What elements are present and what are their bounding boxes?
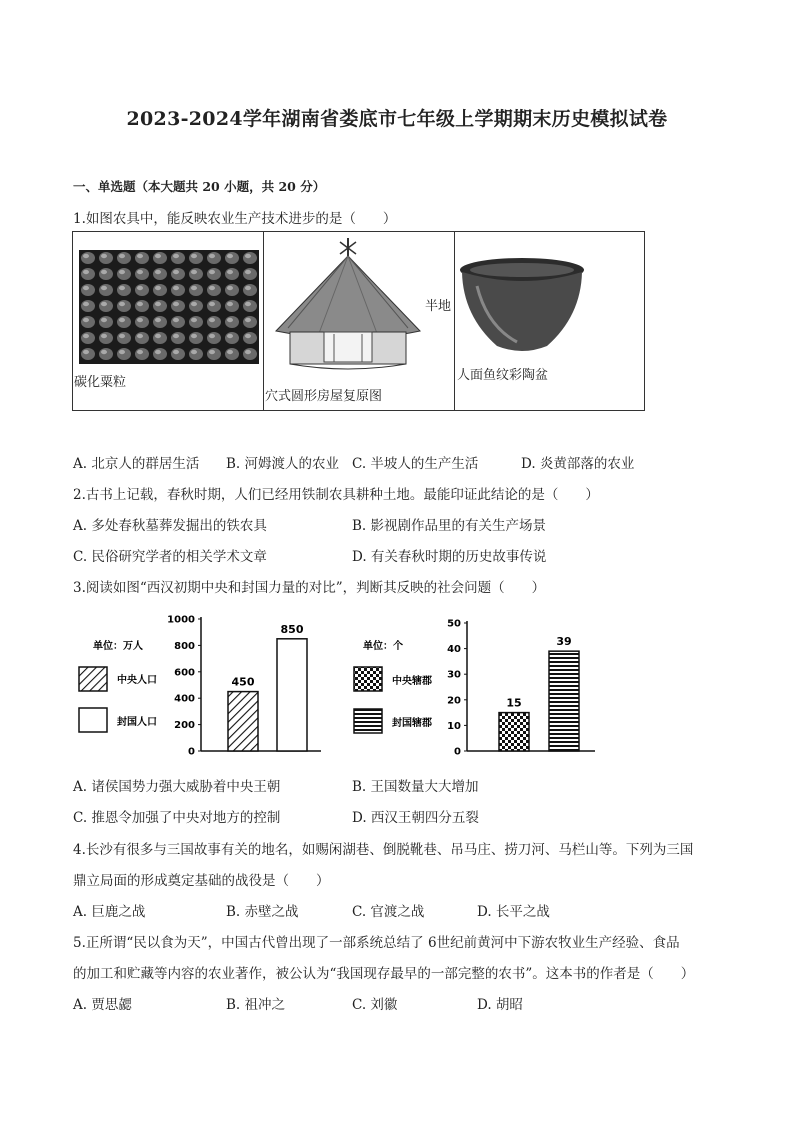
chart2-ytick: 30 [447,669,461,681]
chart1-legend-swatch-1 [79,708,107,732]
caption-semi: 半地 [425,299,452,314]
chart2-ytick: 0 [454,746,461,758]
chart2-bar [549,651,579,751]
section-heading: 一、单选题（本大题共 20 小题，共 20 分） [73,179,326,194]
caption-pottery: 人面鱼纹彩陶盆 [457,368,549,383]
chart2-legend-swatch-0 [354,667,382,691]
image-cell-pottery [455,232,644,410]
chart2-bar [499,713,529,751]
q3-charts [73,605,613,765]
chart2-data-label: 15 [506,696,522,710]
question-3-stem: 3.阅读如图“西汉初期中央和封国力量的对比”，判断其反映的社会问题（ ） [73,580,546,596]
chart1-data-label: 850 [280,622,304,636]
question-4-stem-line1: 4.长沙有很多与三国故事有关的地名，如赐闲湖巷、倒脱靴巷、吊马庄、捞刀河、马栏山等。下列为三国 [73,842,694,858]
caption-house: 穴式圆形房屋复原图 [265,389,383,404]
pottery-basin-image [457,256,587,356]
chart1-data-label: 450 [231,675,255,689]
chart2-ytick: 50 [447,618,461,630]
q2-option-d[interactable]: D. 有关春秋时期的历史故事传说 [352,549,547,565]
q5-option-c[interactable]: C. 刘徽 [352,997,398,1013]
carbonized-millet-image [79,250,259,364]
chart1-bar [277,639,307,751]
q4-option-c[interactable]: C. 官渡之战 [352,904,425,920]
chart2-data-label: 39 [556,635,572,649]
chart1-ytick: 0 [188,746,195,758]
image-cell-millet [73,232,264,410]
q3-option-d[interactable]: D. 西汉王朝四分五裂 [352,810,479,826]
chart1-legend-swatch-0 [79,667,107,691]
question-1-stem: 1.如图农具中，能反映农业生产技术进步的是（ ） [73,211,397,227]
chart2-legend-swatch-1 [354,709,382,733]
q1-option-b[interactable]: B. 河姆渡人的农业 [226,456,340,472]
question-5-stem-line2: 的加工和贮藏等内容的农业著作，被公认为“我国现存最早的一部完整的农书”。这本书的作者是（ ） [73,966,695,982]
q5-option-d[interactable]: D. 胡昭 [477,997,523,1013]
question-1-image-table [72,231,645,411]
q4-option-b[interactable]: B. 赤壁之战 [226,904,299,920]
question-2-stem: 2.古书上记载，春秋时期，人们已经用铁制农具耕种土地。最能印证此结论的是（ ） [73,487,599,503]
chart1-bar [228,692,258,751]
chart2-legend-0: 中央辖郡 [392,676,432,687]
question-4-stem-line2: 鼎立局面的形成奠定基础的战役是（ ） [73,873,330,889]
q3-option-c[interactable]: C. 推恩令加强了中央对地方的控制 [73,810,281,826]
q5-option-a[interactable]: A. 贾思勰 [73,997,132,1013]
chart2-ytick: 10 [447,720,461,732]
chart1-ytick: 600 [174,667,195,679]
chart2-ytick: 20 [447,695,461,707]
question-5-stem-line1: 5.正所谓“民以食为天”，中国古代曾出现了一部系统总结了 6世纪前黄河中下游农牧业生产经验、食品 [73,935,680,951]
q4-option-d[interactable]: D. 长平之战 [477,904,550,920]
chart2-legend-1: 封国辖郡 [392,718,432,729]
chart1-ytick: 200 [174,720,195,732]
chart1-unit: 单位：万人 [93,641,143,652]
q1-option-c[interactable]: C. 半坡人的生产生活 [352,456,479,472]
q2-option-a[interactable]: A. 多处春秋墓葬发掘出的铁农具 [73,518,267,534]
q1-option-d[interactable]: D. 炎黄部落的农业 [521,456,635,472]
q5-option-b[interactable]: B. 祖冲之 [226,997,286,1013]
q4-option-a[interactable]: A. 巨鹿之战 [73,904,146,920]
chart1-ytick: 800 [174,640,195,652]
q3-option-a[interactable]: A. 诸侯国势力强大威胁着中央王朝 [73,779,281,795]
q2-option-b[interactable]: B. 影视剧作品里的有关生产场景 [352,518,547,534]
image-cell-house [264,232,455,410]
chart1-legend-1: 封国人口 [117,717,157,728]
q1-option-a[interactable]: A. 北京人的群居生活 [73,456,200,472]
chart1-legend-0: 中央人口 [117,675,157,686]
chart1-ytick: 1000 [167,614,195,626]
chart2-unit: 单位：个 [363,641,403,652]
chart1-ytick: 400 [174,693,195,705]
q2-option-c[interactable]: C. 民俗研究学者的相关学术文章 [73,549,267,565]
q3-option-b[interactable]: B. 王国数量大大增加 [352,779,479,795]
round-house-image [268,236,428,376]
page-title: 2023-2024学年湖南省娄底市七年级上学期期末历史模拟试卷 [126,108,668,130]
chart2-ytick: 40 [447,644,461,656]
caption-millet: 碳化粟粒 [74,375,127,390]
